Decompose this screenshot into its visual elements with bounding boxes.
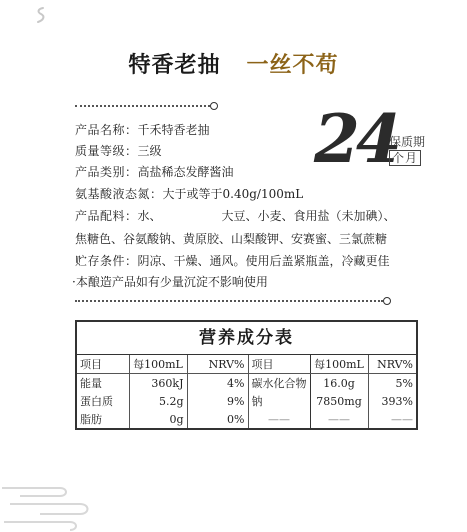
header-item: 项目	[77, 355, 129, 374]
table-header-row	[77, 355, 416, 374]
shelf-life-label: 保质期	[389, 135, 426, 149]
brand-logo-icon	[34, 6, 48, 24]
nutrition-grid	[77, 355, 416, 428]
table-row: 脂肪 0g 0% —— —— ——	[77, 410, 416, 428]
bottom-divider	[75, 300, 383, 302]
title-main: 特香老抽	[128, 52, 221, 78]
spec-storage: 贮存条件：阴凉、干燥、通风。使用后盖紧瓶盖，冷藏更佳	[75, 254, 390, 268]
spec-ingredients: 产品配料：水、 大豆、小麦、食用盐（未加碘）、	[75, 209, 396, 223]
nutrition-table	[75, 320, 418, 430]
nutrition-table-title: 营养成分表	[77, 322, 416, 355]
spec-ingredients-cont: 焦糖色、谷氨酸钠、黄原胶、山梨酸钾、安赛蜜、三氯蔗糖	[75, 232, 388, 246]
product-title	[0, 48, 467, 79]
title-slogan: 一丝不苟	[246, 52, 339, 78]
header-item: 项目	[248, 355, 310, 374]
header-nrv: NRV%	[187, 355, 248, 374]
spec-amino-nitrogen: 氨基酸液态氮：大于或等于0.40g/100mL	[75, 187, 304, 201]
header-per-100ml: 每100mL	[129, 355, 187, 374]
decorative-cloud-icon	[0, 478, 110, 532]
divider-end-dot-icon	[383, 297, 391, 305]
top-divider	[75, 105, 210, 107]
shelf-life-unit: 个月	[389, 150, 421, 166]
spec-product-name: 产品名称：千禾特香老抽	[75, 123, 210, 137]
spec-grade: 质量等级：三级	[75, 144, 162, 158]
header-per-100ml: 每100mL	[310, 355, 368, 374]
spec-note: ·本酿造产品如有少量沉淀不影响使用	[72, 275, 268, 289]
header-nrv: NRV%	[368, 355, 416, 374]
divider-end-dot-icon	[210, 102, 218, 110]
shelf-life-number: 24	[314, 100, 398, 178]
spec-category: 产品类别：高盐稀态发酵酱油	[75, 165, 234, 179]
table-row: 蛋白质 5.2g 9% 钠 7850mg 393%	[77, 392, 416, 410]
table-row: 能量 360kJ 4% 碳水化合物 16.0g 5%	[77, 374, 416, 393]
